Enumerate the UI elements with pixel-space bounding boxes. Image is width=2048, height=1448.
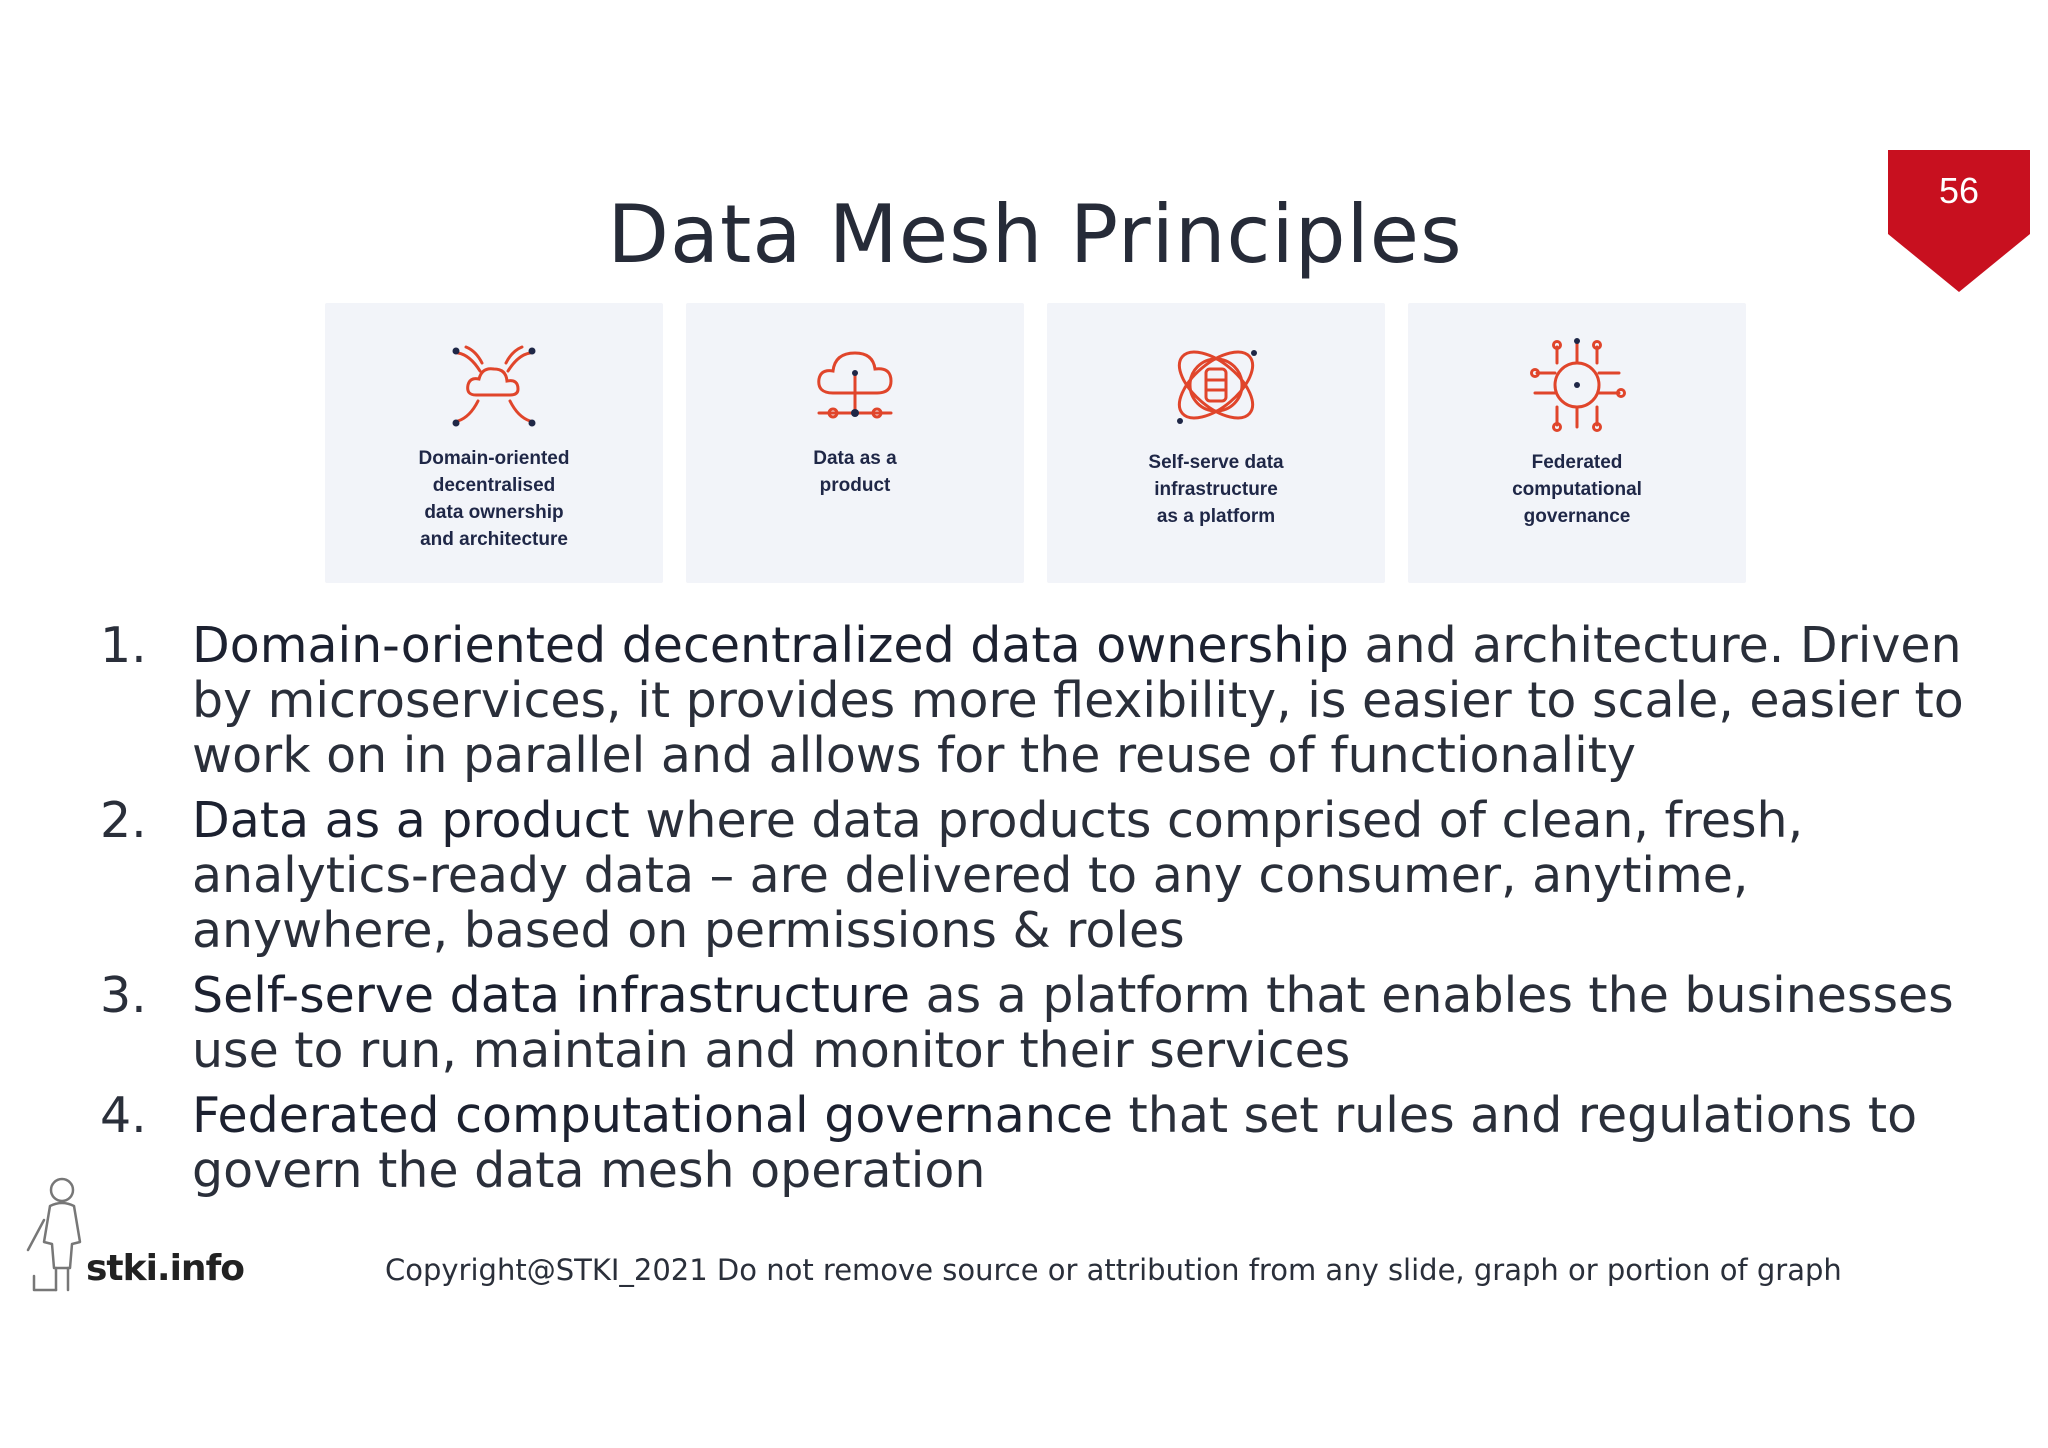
item-heading: Data as a product xyxy=(192,792,630,849)
stki-logo: stki.info xyxy=(86,1248,244,1289)
item-description: where data products comprised of clean, fresh, analytics-ready data – are delivered to any consumer, anytime, anywhere, based on permissions & roles xyxy=(192,792,1804,959)
item-number: 2. xyxy=(100,792,147,849)
item-number: 1. xyxy=(100,617,147,674)
item-description: as a platform that enables the businesses use to run, maintain and monitor their services xyxy=(192,967,1954,1079)
list-item xyxy=(100,1088,1980,1198)
list-item xyxy=(100,968,1980,1078)
list-item xyxy=(100,793,1980,958)
principles-list xyxy=(100,618,1980,1208)
item-heading: Self-serve data infrastructure xyxy=(192,967,911,1024)
item-number: 4. xyxy=(100,1087,147,1144)
card-label: Domain-oriented decentralised data ownership and architecture xyxy=(418,448,570,550)
card-domain-ownership xyxy=(325,303,663,583)
page-number: 56 xyxy=(1938,170,1980,211)
card-self-serve xyxy=(1047,303,1385,583)
item-description: that set rules and regulations to govern the data mesh operation xyxy=(192,1087,1918,1199)
list-item xyxy=(100,618,1980,783)
database-orbit-icon xyxy=(1166,333,1266,438)
item-text xyxy=(192,793,1980,958)
circuit-governance-icon xyxy=(1527,333,1627,438)
card-label: Data as a product xyxy=(813,448,897,496)
slide-title: Data Mesh Principles xyxy=(607,188,1463,281)
item-heading: Federated computational governance xyxy=(192,1087,1113,1144)
item-text xyxy=(192,1088,1980,1198)
cloud-data-product-icon xyxy=(805,333,905,438)
mascot-logo-icon xyxy=(20,1172,90,1292)
item-text xyxy=(192,618,1980,783)
item-text xyxy=(192,968,1980,1078)
item-description: and architecture. Driven by microservices, it provides more flexibility, is easier to scale, easier to work on in parallel and allows for the reuse of functionality xyxy=(192,617,1964,784)
card-label: Self-serve data infrastructure as a platform xyxy=(1148,452,1284,527)
copyright-notice: Copyright@STKI_2021 Do not remove source or attribution from any slide, graph or portion of graph xyxy=(385,1253,1842,1287)
card-label: Federated computational governance xyxy=(1512,452,1642,527)
card-federated-governance xyxy=(1408,303,1746,583)
cloud-network-icon xyxy=(444,333,544,438)
item-heading: Domain-oriented decentralized data ownership xyxy=(192,617,1349,674)
page-number-badge xyxy=(1888,150,2030,292)
card-data-product xyxy=(686,303,1024,583)
item-number: 3. xyxy=(100,967,147,1024)
